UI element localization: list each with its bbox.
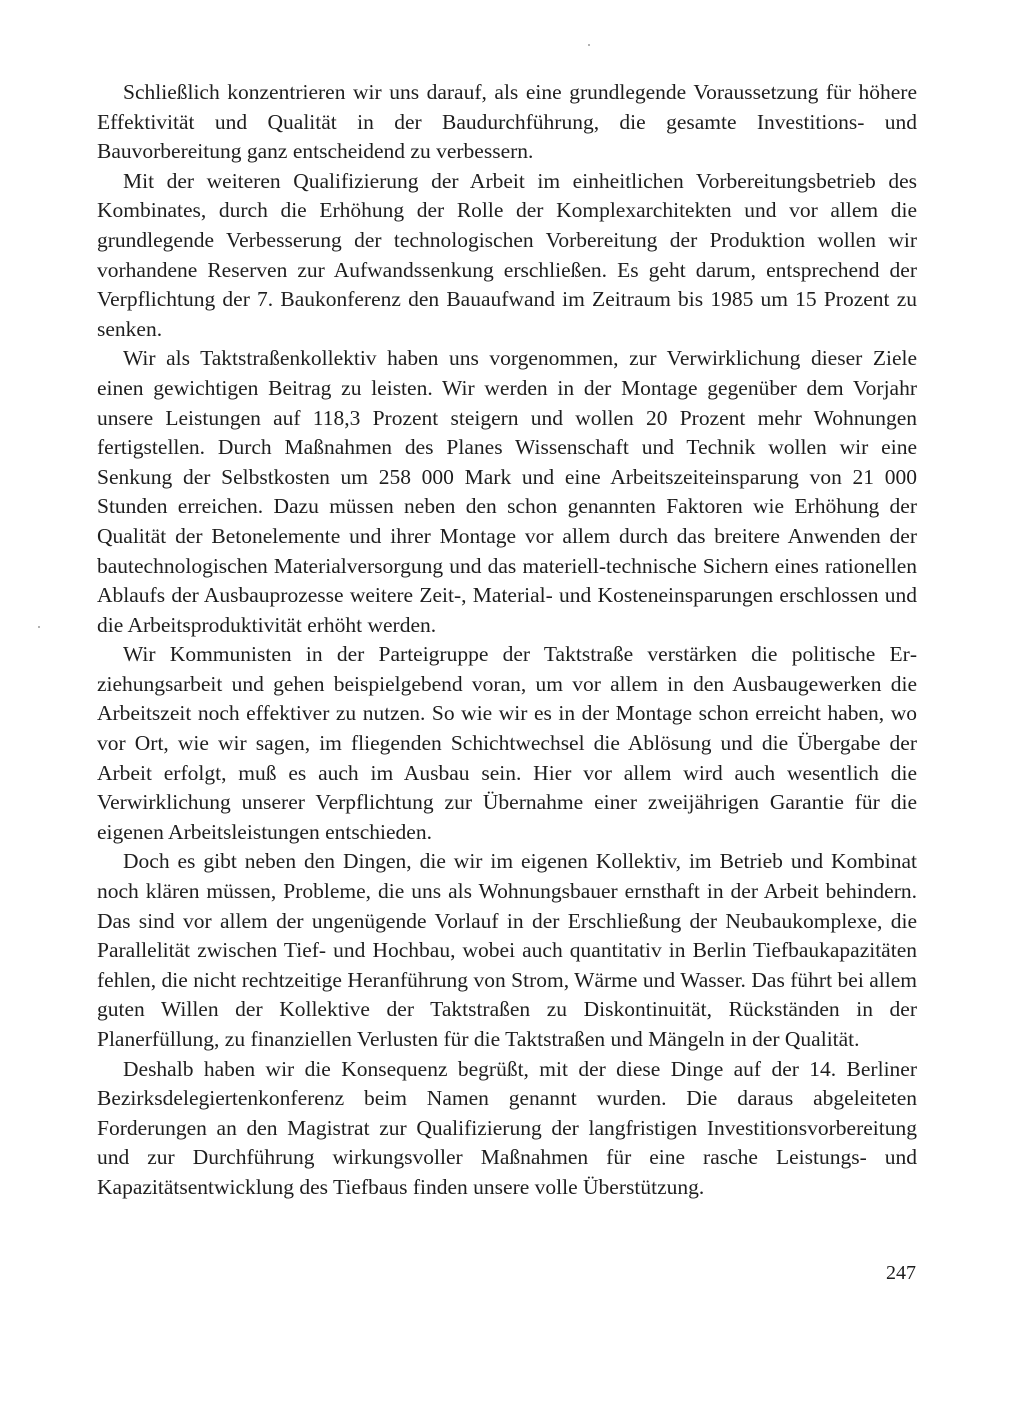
paragraph-6: Deshalb haben wir die Konsequenz begrüßt, mit der diese Dinge auf der 14. Berliner Bezirksdelegiertenkonferenz beim Namen genannt wurden. Die daraus abgeleiteten Forderungen an den Magistrat zur Qualifizierung der langfristigen Investitionsvorbereitung und zur Durchführung wirkungsvoller Maßnahmen für eine rasche Leistungs- und Kapazitätsentwicklung des Tiefbaus finden unsere volle Überstützung.: [97, 1056, 917, 1199]
scan-speck: [588, 44, 590, 46]
page-number: 247: [886, 1262, 916, 1284]
paragraph-4: Wir Kommunisten in der Parteigruppe der Taktstraße verstärken die politische Erziehungsarbeit und gehen beispielgebend voran, um vor allem in den Ausbaugewerken die Arbeitszeit noch effektiver zu nutzen. So wie wir es in der Montage schon erreicht haben, wo vor Ort, wie wir sagen, im fliegenden Schichtwechsel die Ablösung und die Übergabe der Arbeit erfolgt, muß es auch im Ausbau sein. Hier vor allem wird auch wesentlich die Verwirklichung unserer Verpflichtung zur Übernahme einer zweijährigen Garantie für die eigenen Arbeitsleistungen entschieden.: [97, 642, 917, 844]
paragraph-3: Wir als Taktstraßenkollektiv haben uns vorgenommen, zur Verwirklichung dieser Ziele einen gewichtigen Beitrag zu leisten. Wir werden in der Montage gegenüber dem Vorjahr unsere Leistungen auf 118,3 Prozent steigern und wollen 20 Prozent mehr Wohnungen fertigstellen. Durch Maßnahmen des Planes Wissenschaft und Technik wollen wir eine Senkung der Selbstkosten um 258 000 Mark und eine Arbeitszeiteinsparung von 21 000 Stunden erreichen. Dazu müssen neben den schon genannten Faktoren wie Erhöhung der Qualität der Betonelemente und ihrer Montage vor allem durch das breitere Anwenden der bautechnologischen Materialversorgung und das materiell-technische Sichern eines rationellen Ablaufs der Ausbauprozesse weitere Zeit-, Material- und Kosteneinsparungen erschlossen und die Arbeitsproduktivität erhöht werden.: [97, 346, 917, 637]
body-text: [97, 78, 917, 1203]
paragraph-2: Mit der weiteren Qualifizierung der Arbeit im einheitlichen Vorbereitungsbetrieb des Kombinates, durch die Erhöhung der Rolle der Komplexarchitekten und vor allem die grundlegende Verbesserung der technologischen Vorbereitung der Produktion wollen wir vorhandene Reserven zur Aufwandssenkung erschließen. Es geht darum, entsprechend der Verpflichtung der 7. Baukonferenz den Bauaufwand im Zeitraum bis 1985 um 15 Prozent zu senken.: [97, 168, 917, 341]
paragraph-1: Schließlich konzentrieren wir uns darauf, als eine grundlegende Voraussetzung für höhere Effektivität und Qualität in der Baudurchführung, die gesamte Investitions- und Bauvorbereitung ganz entscheidend zu verbessern.: [97, 80, 917, 164]
paragraph-5: Doch es gibt neben den Dingen, die wir im eigenen Kollektiv, im Betrieb und Kombinat noch klären müssen, Probleme, die uns als Wohnungsbauer ernsthaft in der Arbeit behindern. Das sind vor allem der ungenügende Vorlauf in der Erschließung der Neubaukomplexe, die Parallelität zwischen Tief- und Hochbau, wobei auch quantitativ in Berlin Tiefbaukapazitäten fehlen, die nicht rechtzeitige Heranführung von Strom, Wärme und Wasser. Das führt bei allem guten Willen der Kollektive der Taktstraßen zu Diskontinuität, Rückständen in der Planerfüllung, zu finanziellen Verlusten für die Taktstraßen und Mängeln in der Qualität.: [97, 849, 917, 1051]
scan-speck: [38, 626, 40, 628]
